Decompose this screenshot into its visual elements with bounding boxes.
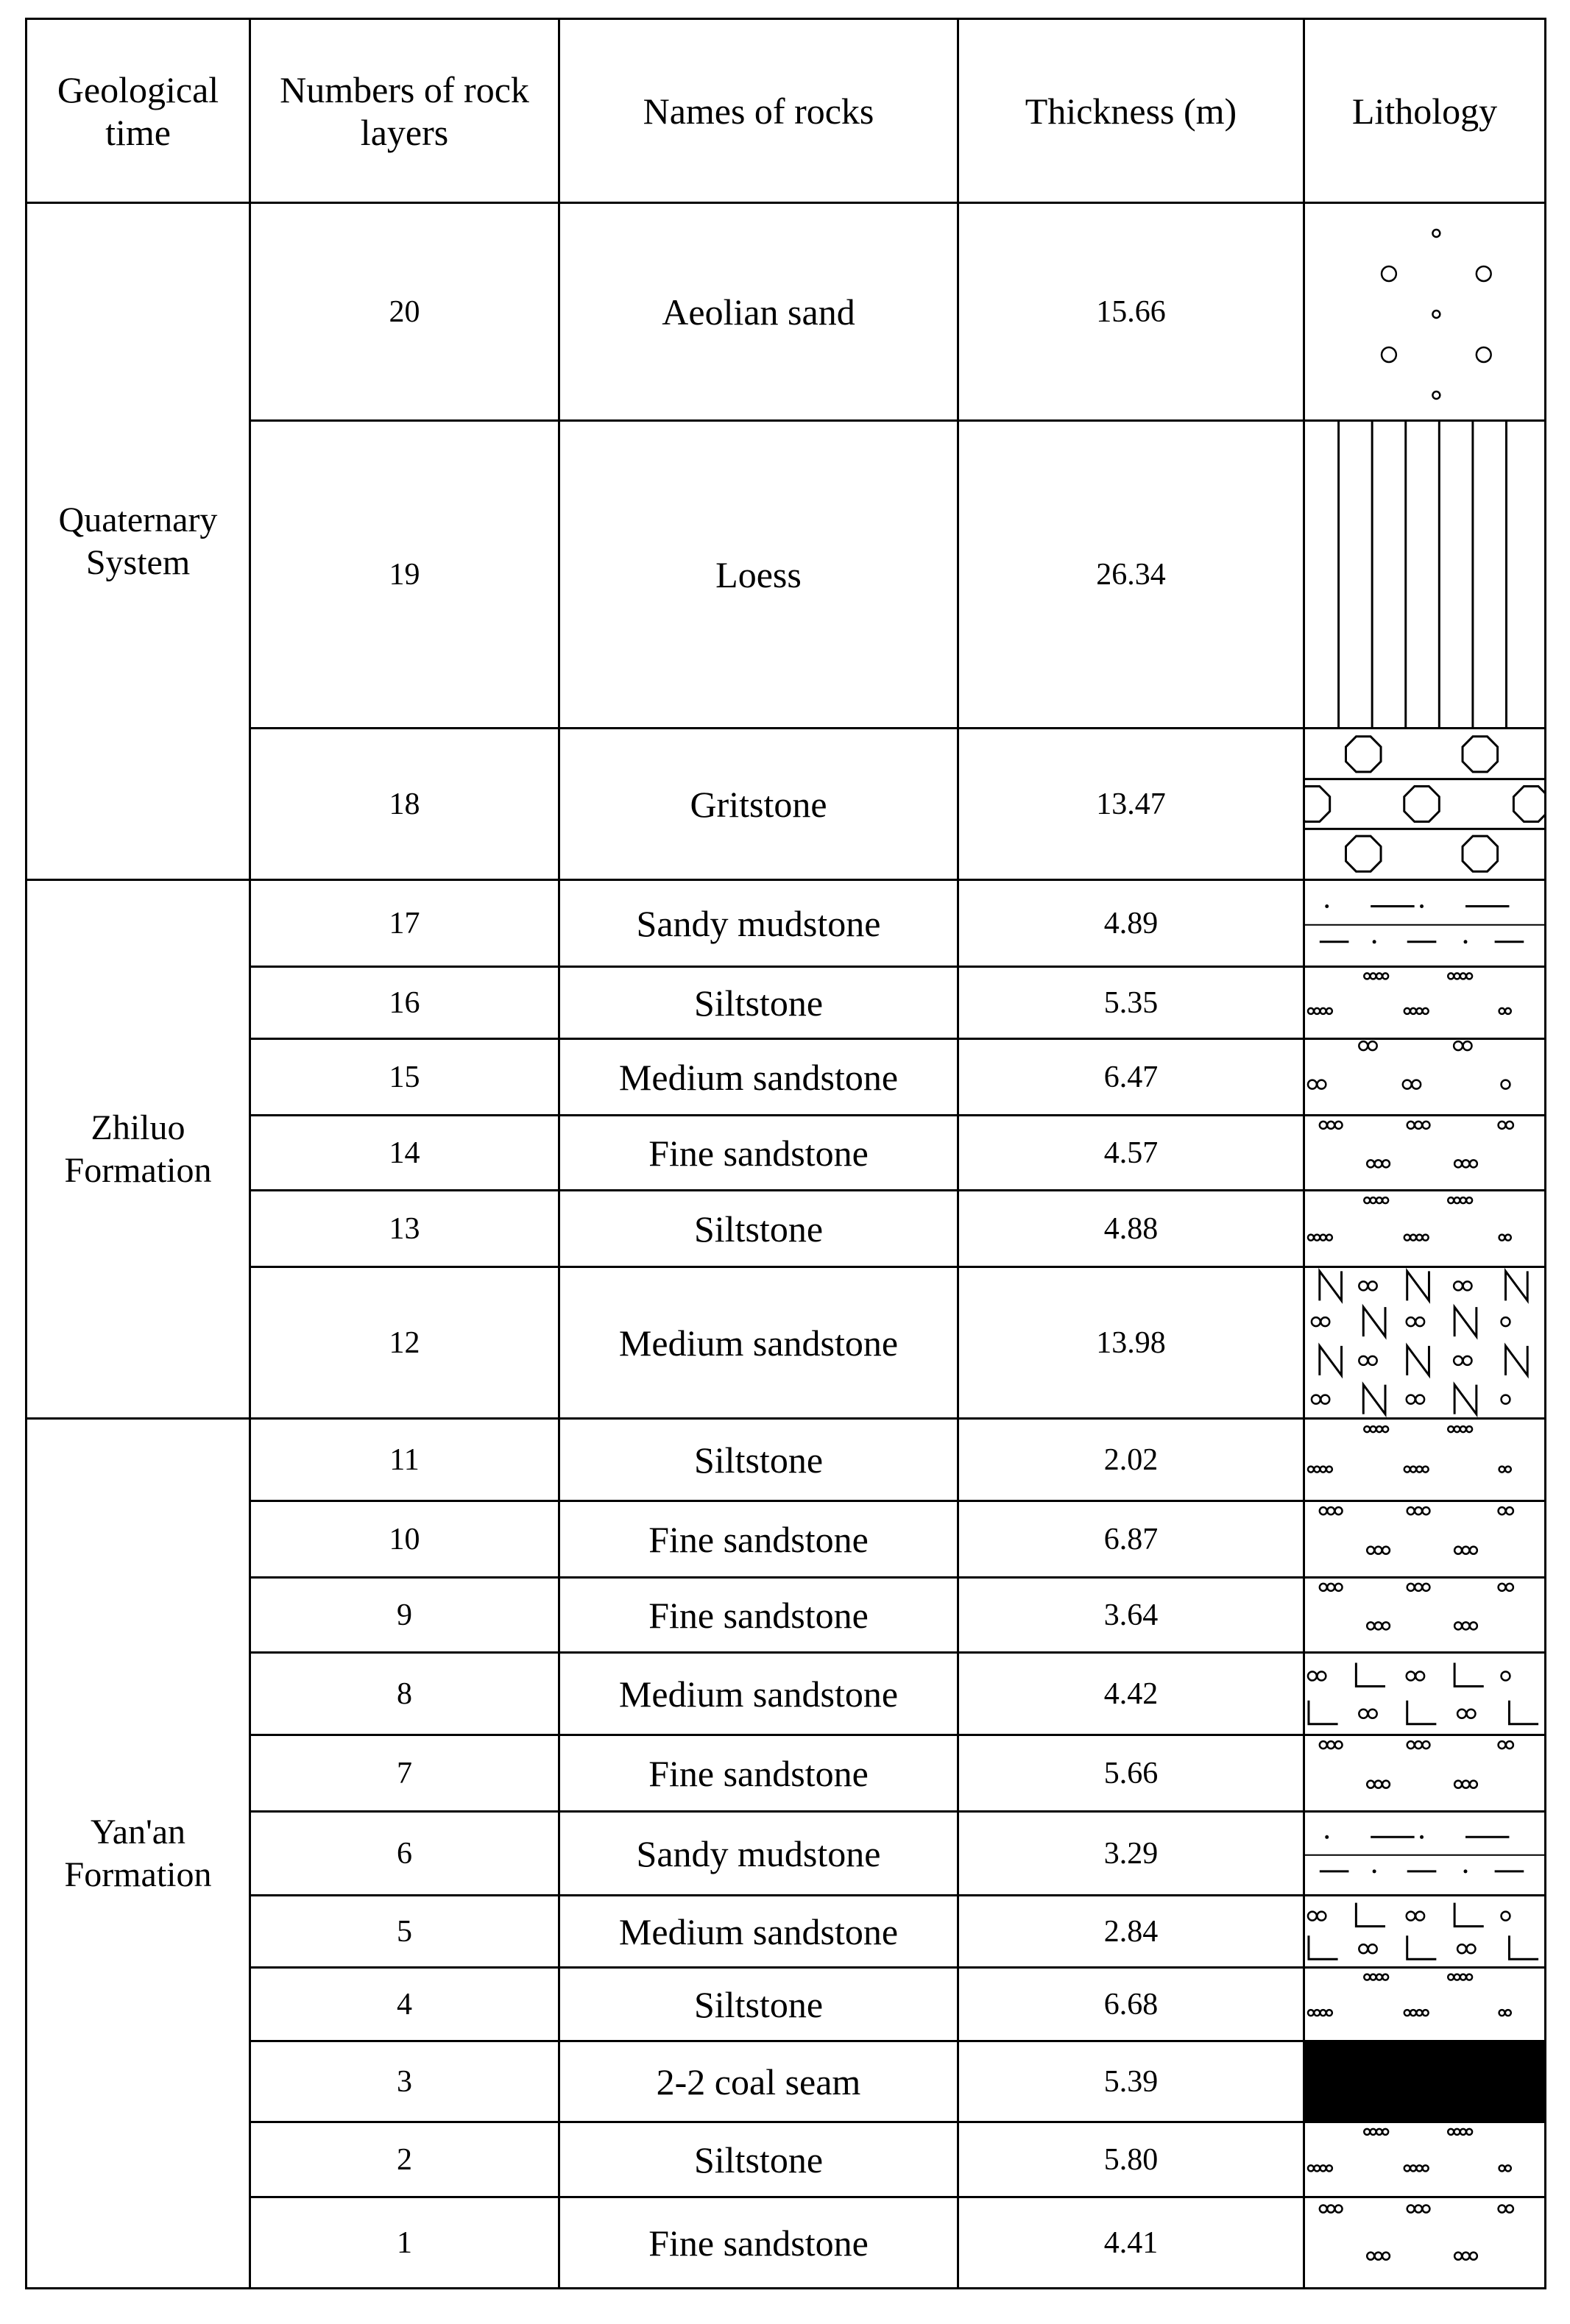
- layer-number-cell: 2: [250, 2122, 559, 2197]
- layer-number-cell: 5: [250, 1896, 559, 1968]
- lithology-cell: [1304, 421, 1546, 729]
- table-row: [26, 1735, 1546, 1812]
- geological-time-cell: Quaternary System: [26, 203, 250, 880]
- thickness-cell: 5.66: [958, 1735, 1304, 1812]
- lithology-cell: [1304, 729, 1546, 880]
- rock-name-cell: Fine sandstone: [559, 1116, 958, 1191]
- lithology-cell: [1304, 203, 1546, 421]
- siltstone-pattern-icon: [1305, 1191, 1544, 1266]
- rock-name-cell: Medium sandstone: [559, 1267, 958, 1419]
- layer-number-cell: 7: [250, 1735, 559, 1812]
- table-row: [26, 1812, 1546, 1896]
- lithology-cell: [1304, 1653, 1546, 1735]
- table-row: [26, 1653, 1546, 1735]
- siltstone-pattern-icon: [1305, 1969, 1544, 2040]
- table-row: [26, 2197, 1546, 2289]
- lithology-cell: [1304, 1896, 1546, 1968]
- lithology-cell: [1304, 1039, 1546, 1116]
- rock-name-cell: Gritstone: [559, 729, 958, 880]
- table-header: [26, 19, 1546, 203]
- table-row: [26, 729, 1546, 880]
- thickness-cell: 4.42: [958, 1653, 1304, 1735]
- geological-time-cell: Yan'an Formation: [26, 1419, 250, 2289]
- rock-name-cell: Siltstone: [559, 1419, 958, 1501]
- table-body: [26, 203, 1546, 2289]
- layer-number-cell: 20: [250, 203, 559, 421]
- lithology-cell: [1304, 967, 1546, 1039]
- layer-number-cell: 3: [250, 2041, 559, 2122]
- rock-name-cell: Siltstone: [559, 1191, 958, 1267]
- table-row: [26, 1191, 1546, 1267]
- header-names-of-rocks: Names of rocks: [559, 19, 958, 203]
- sandy-mudstone-pattern-icon: [1305, 1813, 1544, 1894]
- table-row: [26, 1039, 1546, 1116]
- loess-pattern-icon: [1305, 422, 1544, 727]
- thickness-cell: 4.41: [958, 2197, 1304, 2289]
- table-row: [26, 880, 1546, 967]
- table-row: [26, 2122, 1546, 2197]
- layer-number-cell: 8: [250, 1653, 559, 1735]
- thickness-cell: 13.98: [958, 1267, 1304, 1419]
- siltstone-pattern-icon: [1305, 968, 1544, 1038]
- rock-name-cell: Sandy mudstone: [559, 1812, 958, 1896]
- sandy-mudstone-pattern-icon: [1305, 881, 1544, 966]
- table-row: [26, 1267, 1546, 1419]
- geological-time-cell: Zhiluo Formation: [26, 880, 250, 1419]
- thickness-cell: 4.88: [958, 1191, 1304, 1267]
- rock-name-cell: Medium sandstone: [559, 1896, 958, 1968]
- layer-number-cell: 1: [250, 2197, 559, 2289]
- gritstone-pattern-icon: [1305, 729, 1544, 879]
- fine-sandstone-pattern-icon: [1305, 1579, 1544, 1651]
- thickness-cell: 2.84: [958, 1896, 1304, 1968]
- stratigraphic-column-table: [25, 18, 1546, 2289]
- thickness-cell: 26.34: [958, 421, 1304, 729]
- header-geological-time: Geological time: [26, 19, 250, 203]
- thickness-cell: 5.35: [958, 967, 1304, 1039]
- thickness-cell: 15.66: [958, 203, 1304, 421]
- fine-sandstone-pattern-icon: [1305, 1502, 1544, 1576]
- thickness-cell: 3.29: [958, 1812, 1304, 1896]
- layer-number-cell: 16: [250, 967, 559, 1039]
- rock-name-cell: Medium sandstone: [559, 1039, 958, 1116]
- rock-name-cell: Fine sandstone: [559, 1501, 958, 1578]
- lithology-cell: [1304, 1578, 1546, 1653]
- header-lithology: Lithology: [1304, 19, 1546, 203]
- layer-number-cell: 9: [250, 1578, 559, 1653]
- rock-name-cell: Fine sandstone: [559, 2197, 958, 2289]
- medium-sandstone-l-pattern-icon: [1305, 1654, 1544, 1734]
- layer-number-cell: 6: [250, 1812, 559, 1896]
- thickness-cell: 4.57: [958, 1116, 1304, 1191]
- fine-sandstone-pattern-icon: [1305, 2198, 1544, 2287]
- lithology-cell: [1304, 2041, 1546, 2122]
- thickness-cell: 13.47: [958, 729, 1304, 880]
- thickness-cell: 6.47: [958, 1039, 1304, 1116]
- lithology-cell: [1304, 1419, 1546, 1501]
- rock-name-cell: Medium sandstone: [559, 1653, 958, 1735]
- thickness-cell: 2.02: [958, 1419, 1304, 1501]
- header-thickness: Thickness (m): [958, 19, 1304, 203]
- fine-sandstone-pattern-icon: [1305, 1116, 1544, 1189]
- lithology-cell: [1304, 2197, 1546, 2289]
- lithology-cell: [1304, 880, 1546, 967]
- medium-sandstone-n-pattern-icon: [1305, 1268, 1544, 1417]
- lithology-cell: [1304, 1267, 1546, 1419]
- thickness-cell: 6.68: [958, 1968, 1304, 2041]
- table-row: [26, 1116, 1546, 1191]
- table-row: [26, 421, 1546, 729]
- layer-number-cell: 19: [250, 421, 559, 729]
- rock-name-cell: Siltstone: [559, 967, 958, 1039]
- rock-name-cell: Fine sandstone: [559, 1578, 958, 1653]
- lithology-cell: [1304, 1735, 1546, 1812]
- siltstone-pattern-icon: [1305, 1420, 1544, 1500]
- thickness-cell: 6.87: [958, 1501, 1304, 1578]
- table-row: [26, 1896, 1546, 1968]
- thickness-cell: 4.89: [958, 880, 1304, 967]
- lithology-cell: [1304, 1968, 1546, 2041]
- table-row: [26, 203, 1546, 421]
- aeolian-sand-pattern-icon: [1305, 204, 1544, 419]
- table-row: [26, 967, 1546, 1039]
- table-row: [26, 1419, 1546, 1501]
- layer-number-cell: 4: [250, 1968, 559, 2041]
- medium-sandstone-l-pattern-icon: [1305, 1896, 1544, 1966]
- lithology-cell: [1304, 1116, 1546, 1191]
- lithology-cell: [1304, 1191, 1546, 1267]
- rock-name-cell: Fine sandstone: [559, 1735, 958, 1812]
- layer-number-cell: 14: [250, 1116, 559, 1191]
- thickness-cell: 5.80: [958, 2122, 1304, 2197]
- header-numbers-of-rock-layers: Numbers of rock layers: [250, 19, 559, 203]
- siltstone-pattern-icon: [1305, 2123, 1544, 2196]
- lithology-cell: [1304, 1812, 1546, 1896]
- layer-number-cell: 15: [250, 1039, 559, 1116]
- table-row: [26, 2041, 1546, 2122]
- medium-sandstone-pattern-icon: [1305, 1040, 1544, 1114]
- rock-name-cell: 2-2 coal seam: [559, 2041, 958, 2122]
- thickness-cell: 5.39: [958, 2041, 1304, 2122]
- table-row: [26, 1501, 1546, 1578]
- layer-number-cell: 11: [250, 1419, 559, 1501]
- coal-pattern-icon: [1305, 2042, 1544, 2121]
- layer-number-cell: 10: [250, 1501, 559, 1578]
- table-row: [26, 1578, 1546, 1653]
- fine-sandstone-pattern-icon: [1305, 1736, 1544, 1810]
- header-row: [26, 19, 1546, 203]
- rock-name-cell: Siltstone: [559, 2122, 958, 2197]
- rock-name-cell: Aeolian sand: [559, 203, 958, 421]
- rock-name-cell: Loess: [559, 421, 958, 729]
- rock-name-cell: Sandy mudstone: [559, 880, 958, 967]
- table-row: [26, 1968, 1546, 2041]
- layer-number-cell: 17: [250, 880, 559, 967]
- layer-number-cell: 12: [250, 1267, 559, 1419]
- thickness-cell: 3.64: [958, 1578, 1304, 1653]
- rock-name-cell: Siltstone: [559, 1968, 958, 2041]
- layer-number-cell: 13: [250, 1191, 559, 1267]
- lithology-cell: [1304, 1501, 1546, 1578]
- lithology-cell: [1304, 2122, 1546, 2197]
- layer-number-cell: 18: [250, 729, 559, 880]
